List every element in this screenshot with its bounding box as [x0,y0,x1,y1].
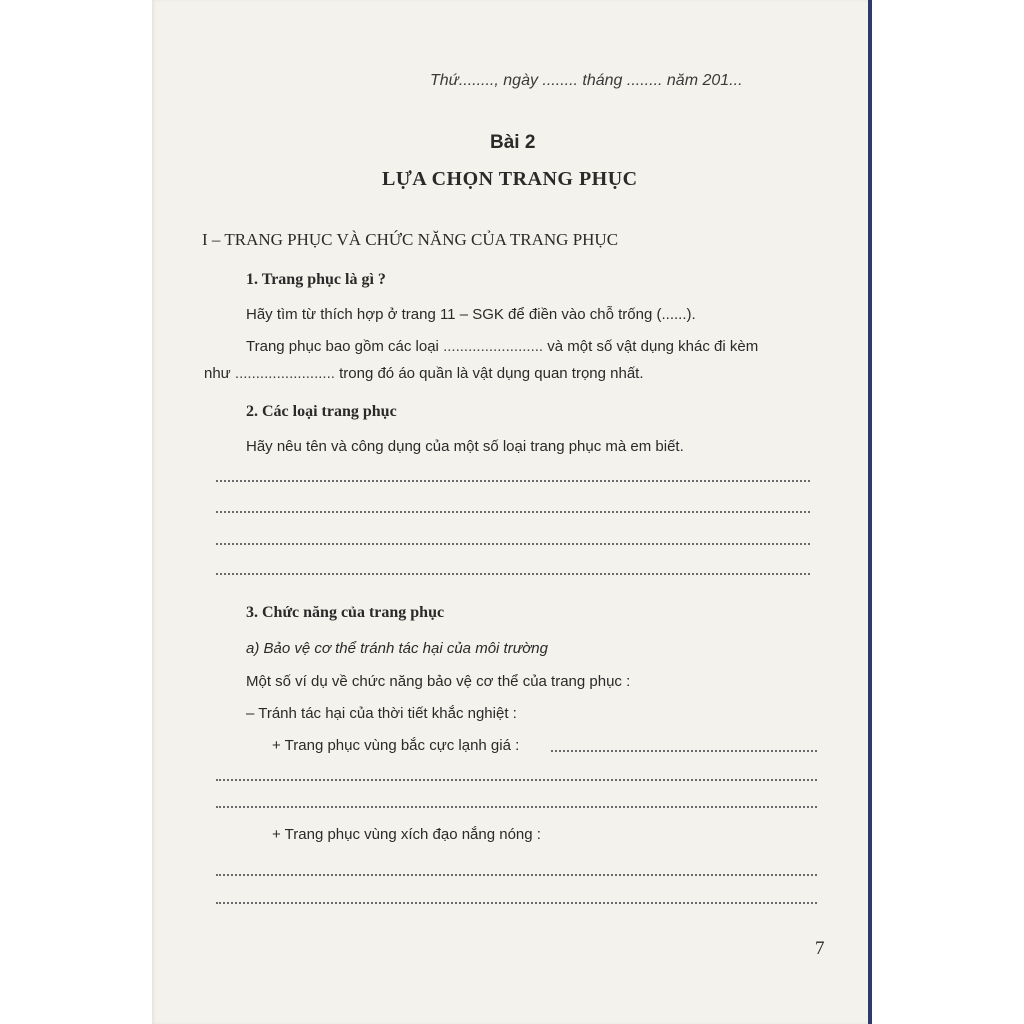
blank-2: ........................ [234,365,335,382]
item-1-heading: 1. Trang phục là gì ? [246,271,386,288]
right-margin [872,0,1024,1024]
sentence-part-2: và một số vật dụng khác đi kèm [547,338,759,355]
left-margin [0,0,152,1024]
answer-line [216,806,817,808]
answer-line [216,573,810,575]
lesson-title: LỰA CHỌN TRANG PHỤC [382,168,638,190]
fill-sentence-line-2 [204,365,644,382]
answer-line [216,480,810,482]
item-2-heading: 2. Các loại trang phục [246,403,397,420]
answer-line [216,902,817,904]
page-number: 7 [815,938,825,959]
fill-sentence-line-1 [246,338,758,355]
answer-line [216,779,817,781]
answer-line [551,750,817,752]
example-2-label: + Trang phục vùng xích đạo nắng nóng : [272,826,541,843]
date-line: Thứ........, ngày ........ tháng ........ năm 201... [430,72,743,89]
example-1-label: + Trang phục vùng bắc cực lạnh giá : [272,737,520,754]
blank-1: ........................ [443,338,544,355]
item-2-instruction: Hãy nêu tên và công dụng của một số loại trang phục mà em biết. [246,438,684,455]
answer-line [216,543,810,545]
lesson-number: Bài 2 [490,132,536,153]
item-1-instruction: Hãy tìm từ thích hợp ở trang 11 – SGK để điền vào chỗ trống (......). [246,306,696,323]
sentence-part-4: trong đó áo quần là vật dụng quan trọng nhất. [339,365,644,382]
item-3-subheading: a) Bảo vệ cơ thể tránh tác hại của môi trường [246,640,548,657]
answer-line [216,511,810,513]
answer-line [216,874,817,876]
item-3-intro: Một số ví dụ về chức năng bảo vệ cơ thể của trang phục : [246,673,631,690]
sentence-part-1: Trang phục bao gồm các loại [246,338,439,355]
sentence-part-3: như [204,365,231,382]
item-3-heading: 3. Chức năng của trang phục [246,604,445,621]
section-heading: I – TRANG PHỤC VÀ CHỨC NĂNG CỦA TRANG PHỤC [202,230,619,249]
item-3-point: – Tránh tác hại của thời tiết khắc nghiệt : [246,705,517,722]
